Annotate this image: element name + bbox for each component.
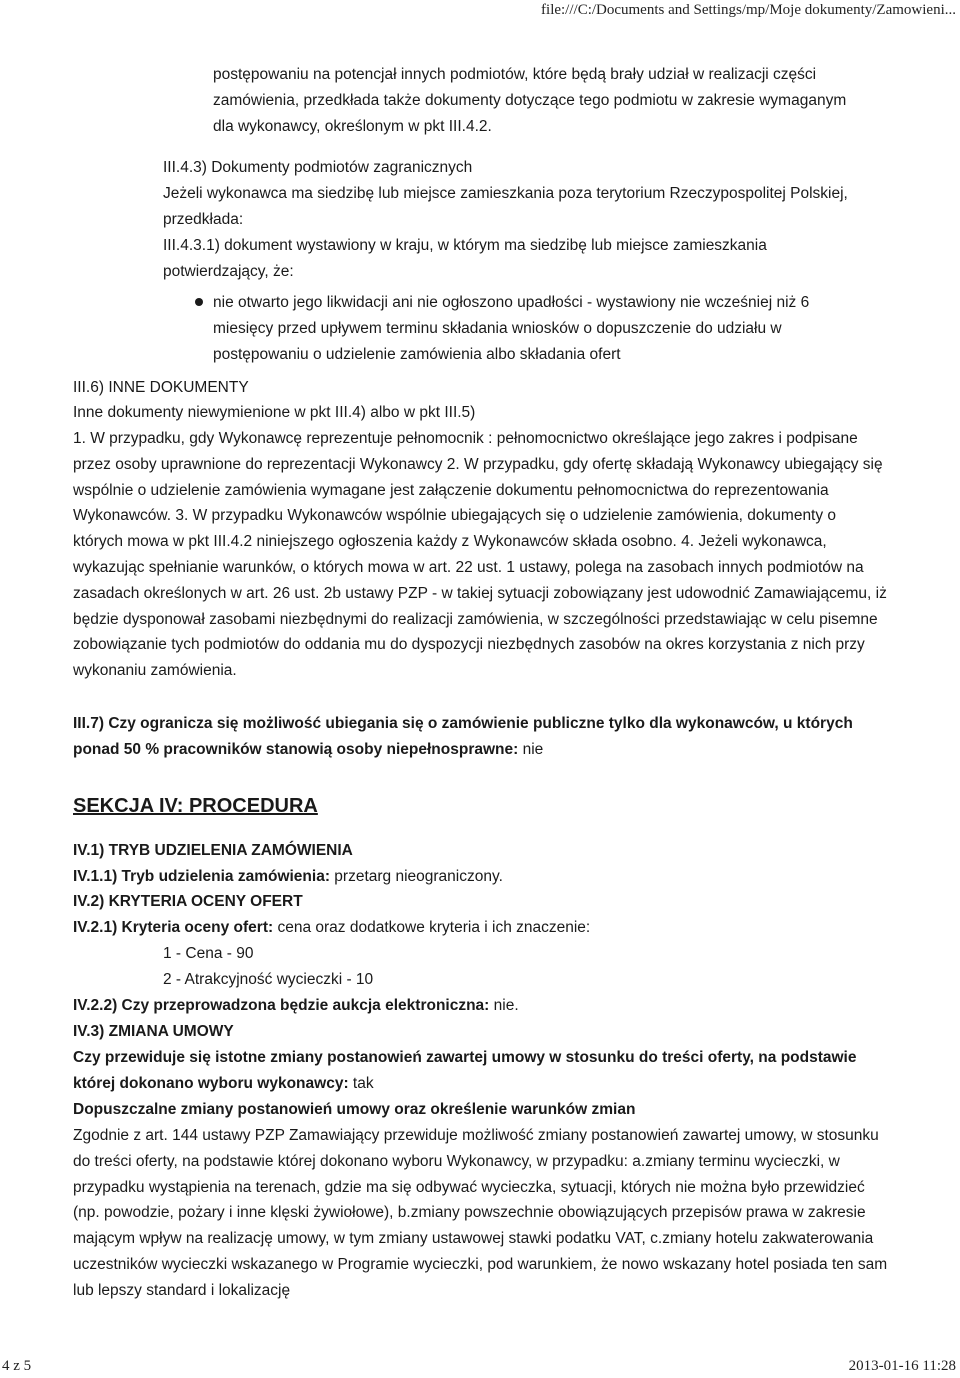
section-iv3-question-block xyxy=(73,1045,888,1097)
paragraph-continuation: postępowaniu na potencjał innych podmiotów, które będą brały udział w realizacji części zamówienia, przedkłada także dokumenty dotyczące tego podmiotu w zakresie wymaganym dla wykonawcy, określonym w pkt III.4.2. xyxy=(213,66,847,135)
section-iv21 xyxy=(73,915,888,941)
section-iv3-title: IV.3) ZMIANA UMOWY xyxy=(73,1023,234,1040)
section-iv3-dop-title: Dopuszczalne zmiany postanowień umowy oraz określenie warunków zmian xyxy=(73,1101,636,1118)
section-iv11 xyxy=(73,864,888,890)
section-iv11-value: przetarg nieograniczony. xyxy=(334,868,503,885)
section-iii7-question: III.7) Czy ogranicza się możliwość ubiegania się o zamówienie publiczne tylko dla wykonawców, u których ponad 50 % pracowników stanowią osoby niepełnosprawne: xyxy=(73,715,853,758)
bullet-icon xyxy=(195,298,203,306)
section-iv22-label: IV.2.2) Czy przeprowadzona będzie aukcja elektroniczna: xyxy=(73,997,490,1014)
section-iii431-text: III.4.3.1) dokument wystawiony w kraju, w którym ma siedzibę lub miejsce zamieszkania potwierdzający, że: xyxy=(163,237,767,280)
section-iv21-value: cena oraz dodatkowe kryteria i ich znaczenie: xyxy=(277,919,591,936)
section-iv3-answer: tak xyxy=(352,1074,374,1092)
section-iv-heading: SEKCJA IV: PROCEDURA xyxy=(73,795,318,817)
section-iv1-title: IV.1) TRYB UDZIELENIA ZAMÓWIENIA xyxy=(73,842,353,859)
section-iv11-label: IV.1.1) Tryb udzielenia zamówienia: xyxy=(73,868,330,885)
kryterium-item: 1 - Cena - 90 xyxy=(163,945,254,962)
section-iii7-answer: nie xyxy=(522,740,544,758)
section-iv21-label: IV.2.1) Kryteria oceny ofert: xyxy=(73,919,274,936)
section-iv22-value: nie. xyxy=(493,997,519,1014)
section-iv3-dop-text: Zgodnie z art. 144 ustawy PZP Zamawiający przewiduje możliwość zmiany postanowień zawartej umowy, w stosunku do treści oferty, na podstawie której dokonano wyboru Wykonawcy, w przypadku: a.zmiany terminu wycieczki, w przypadku wystąpienia na terenach, gdzie ma się odbywać wycieczka, sytuacji, których nie można było przewidzieć (np. powodzie, pożary i inne klęski żywiołowe), b.zmiany powszechnie obowiązujących przepisów prawa w zakresie mającym wpływ na realizację umowy, w tym zmiany ustawowej stawki podatku VAT, c.zmiany hotelu zakwaterowania uczestników wycieczki wskazanego w Programie wycieczki, pod warunkiem, że nowo wskazany hotel posiada ten sam lub lepszy standard i lokalizację xyxy=(73,1127,888,1299)
page-number: 4 z 5 xyxy=(2,1358,32,1374)
section-iii6-text: 1. W przypadku, gdy Wykonawcę reprezentuje pełnomocnik : pełnomocnictwo określające jego zakres i podpisane przez osoby uprawnione do reprezentacji Wykonawcy 2. W przypadku, gdy ofertę składają Wykonawcy ubiegający się wspólnie o udzielenie zamówienia wymagane jest załączenie dokumentu pełnomocnictwa do reprezentowania Wykonawców. 3. W przypadku Wykonawców wspólnie ubiegających się o udzielenie zamówienia, dokumenty o których mowa w pkt III.4.2 niniejszego ogłoszenia każdy z Wykonawców składa osobno. 4. Jeżeli wykonawca, wykazując spełnianie warunków, o których mowa w art. 22 ust. 1 ustawy, polega na zasobach innych podmiotów na zasadach określonych w art. 26 ust. 2b ustawy PZP - w takiej sytuacji zobowiązany jest udowodnić Zamawiającemu, iż będzie dysponował zasobami niezbędnymi do realizacji zamówienia, w szczególności przedstawiając w celu pisemne zobowiązanie tych podmiotów do oddania mu do dyspozycji niezbędnych zasobów na okres korzystania z nich przy wykonaniu zamówienia. xyxy=(73,430,887,680)
section-iii6-title: III.6) INNE DOKUMENTY xyxy=(73,379,249,396)
section-iii7 xyxy=(73,711,888,763)
section-iii43-text: Jeżeli wykonawca ma siedzibę lub miejsce zamieszkania poza terytorium Rzeczypospolitej Polskiej, przedkłada: xyxy=(163,185,848,228)
print-datetime: 2013-01-16 11:28 xyxy=(848,1358,956,1374)
bullet-text: nie otwarto jego likwidacji ani nie ogłoszono upadłości - wystawiony nie wcześniej niż 6 miesięcy przed upływem terminu składania wniosków o dopuszczenie do udziału w postępowaniu o udzielenie zamówienia albo składania ofert xyxy=(213,294,810,363)
file-path-header: file:///C:/Documents and Settings/mp/Moje dokumenty/Zamowieni... xyxy=(541,2,956,18)
section-iii43-title: III.4.3) Dokumenty podmiotów zagranicznych xyxy=(163,159,473,176)
section-iv2-title: IV.2) KRYTERIA OCENY OFERT xyxy=(73,893,303,910)
section-iv22 xyxy=(73,993,888,1019)
section-iv3-question: Czy przewiduje się istotne zmiany postanowień zawartej umowy w stosunku do treści oferty, na podstawie której dokonano wyboru wykonawcy: xyxy=(73,1049,857,1092)
section-iii6-subtitle: Inne dokumenty niewymienione w pkt III.4) albo w pkt III.5) xyxy=(73,404,476,421)
kryterium-item: 2 - Atrakcyjność wycieczki - 10 xyxy=(163,971,374,988)
